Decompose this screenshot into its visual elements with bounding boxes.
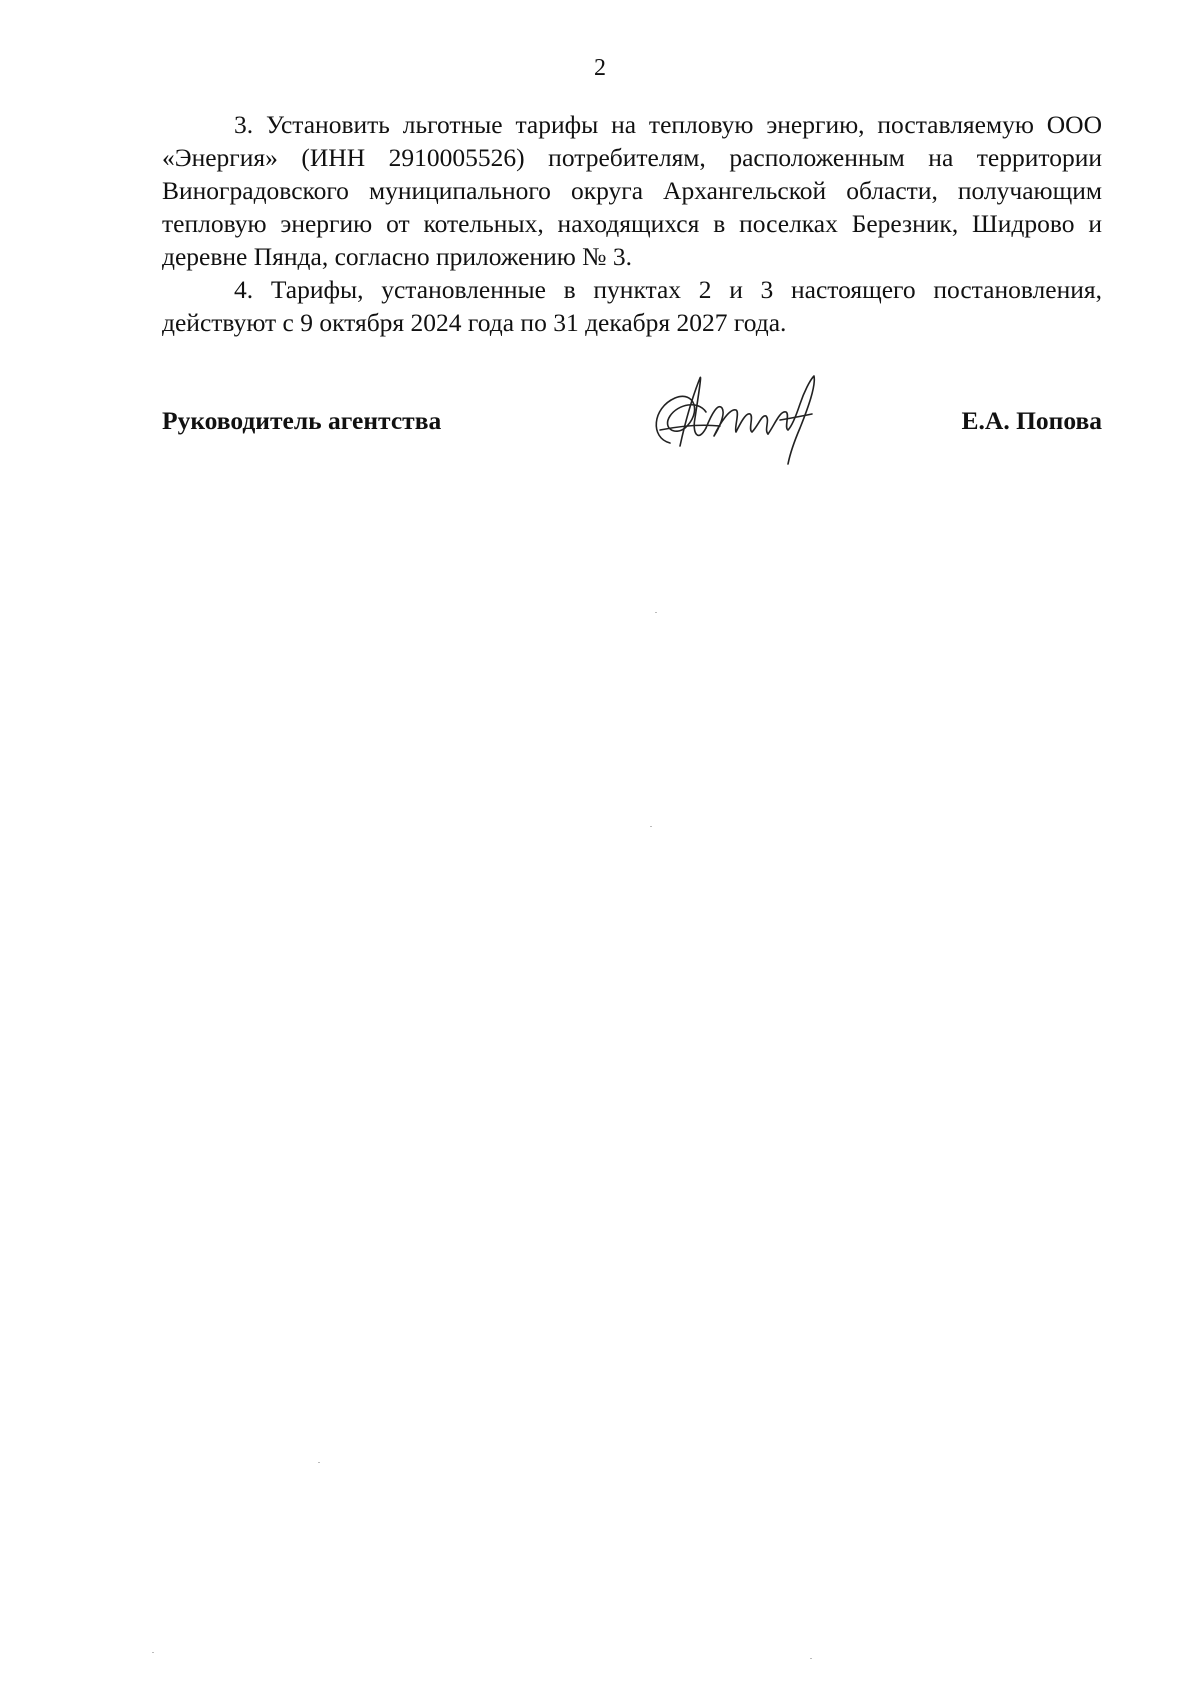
handwritten-signature (640, 368, 840, 468)
scan-speck (152, 1652, 154, 1653)
scan-speck (655, 612, 657, 613)
paragraph-4: 4. Тарифы, установленные в пунктах 2 и 3 настоящего постановления, действуют с 9 октября 2024 года по 31 декабря 2027 года. (162, 275, 1102, 337)
page-number: 2 (594, 55, 606, 81)
signer-title: Руководитель агентства (162, 406, 442, 435)
scan-speck (650, 826, 652, 827)
signer-name: Е.А. Попова (961, 406, 1102, 435)
signature-block (162, 368, 1102, 468)
scan-speck (810, 1658, 812, 1659)
scan-speck (318, 1462, 320, 1463)
document-body (162, 108, 1102, 339)
paragraph-3: 3. Установить льготные тарифы на тепловую энергию, поставляемую ООО «Энергия» (ИНН 2910005526) потребителям, расположенным на территории Виноградовского муниципального округа Архангельской области, получающим тепловую энергию от котельных, находящихся в поселках Березник, Шидрово и деревне Пянда, согласно приложению № 3. (162, 110, 1102, 271)
